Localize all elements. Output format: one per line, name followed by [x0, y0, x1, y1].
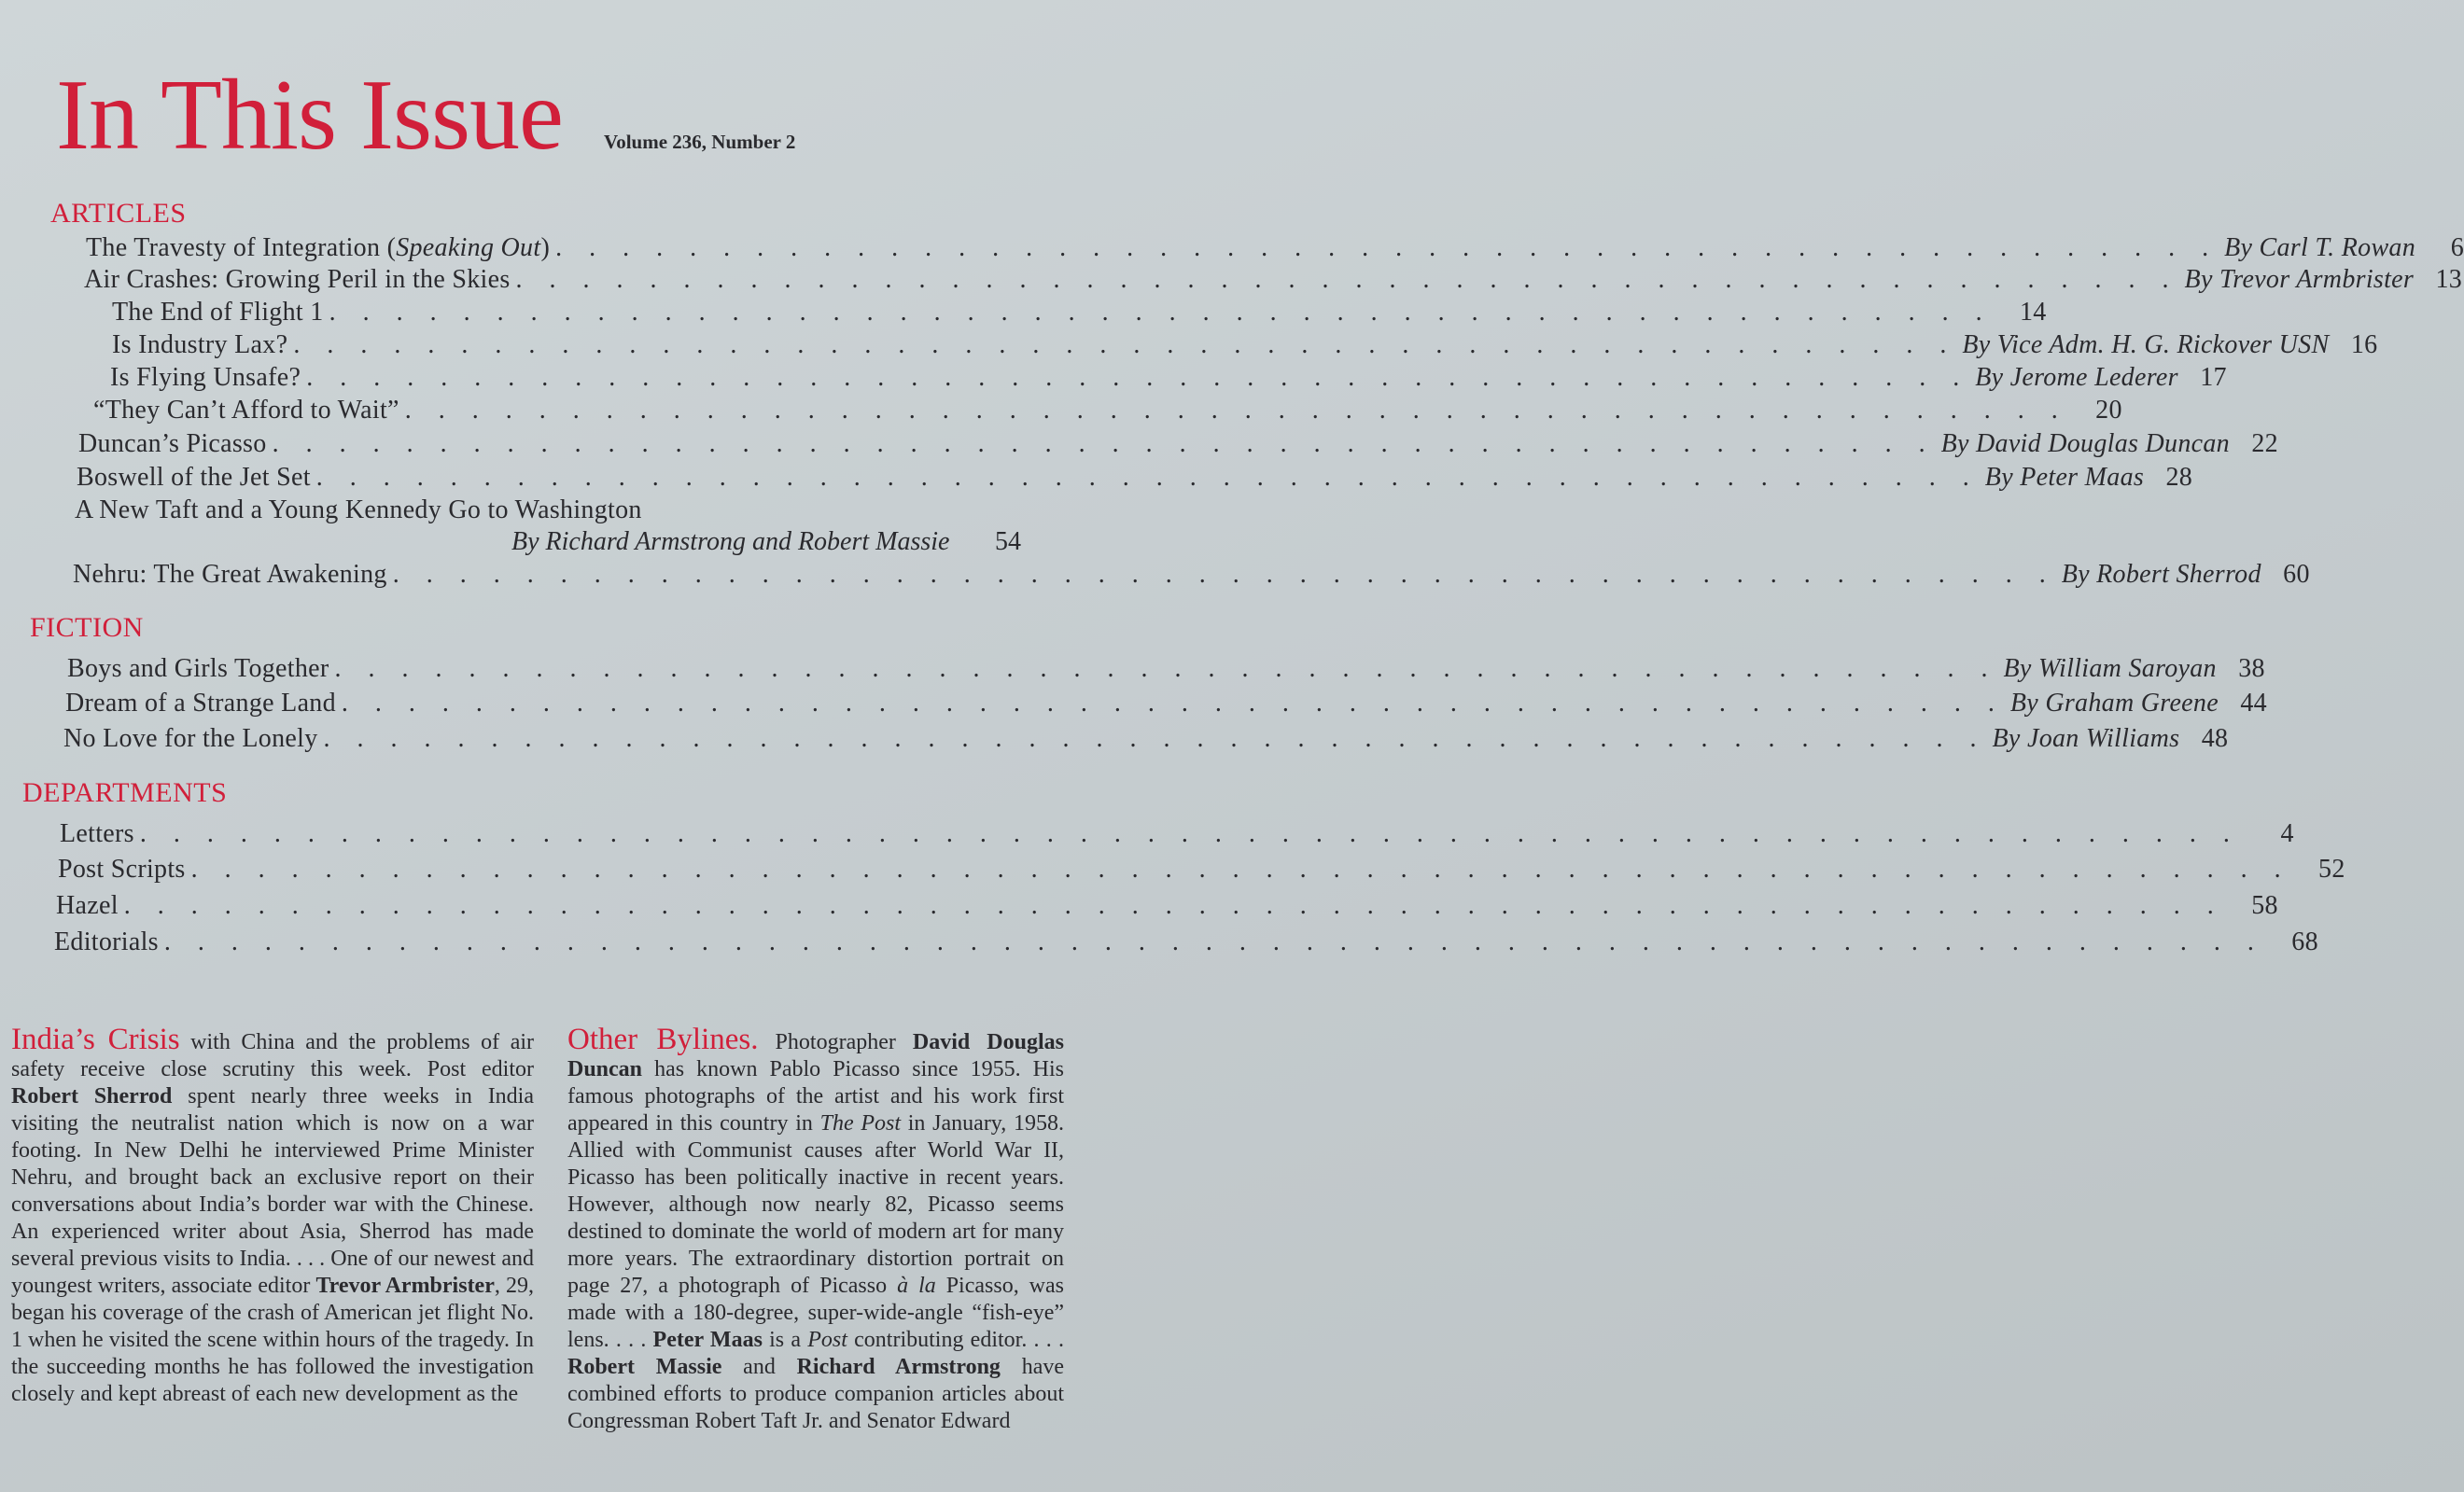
toc-entry[interactable]	[67, 654, 2265, 683]
toc-title: Boswell of the Jet Set	[77, 463, 311, 492]
column-lead: Other Bylines.	[567, 1023, 759, 1056]
toc-entry[interactable]	[73, 560, 2310, 589]
toc-page-number: 13	[2435, 265, 2463, 294]
leader-dots: . . . . . . . . . . . . . . . . . . . . . . . . . . . . . . . . . . . . . . . . . . . . . . . . . .	[334, 654, 1998, 683]
toc-entry[interactable]	[63, 724, 2229, 753]
toc-byline: By Graham Greene	[2009, 689, 2219, 718]
toc-title: The End of Flight 1	[112, 298, 324, 327]
toc-entry[interactable]	[65, 689, 2267, 718]
toc-title: Post Scripts	[58, 855, 186, 884]
toc-entry[interactable]	[58, 855, 2345, 884]
toc-byline: By David Douglas Duncan	[1940, 429, 2230, 458]
toc-title: No Love for the Lonely	[63, 724, 318, 753]
leader-dots: . . . . . . . . . . . . . . . . . . . . . . . . . . . . . . . . . . . . . . . . . . . . . . . . . .	[515, 265, 2179, 294]
toc-title: Dream of a Strange Land	[65, 689, 336, 718]
toc-entry[interactable]	[93, 396, 2122, 425]
toc-entry[interactable]	[56, 891, 2278, 920]
right-column: Other Bylines. Photographer David Douglas Duncan has known Pablo Picasso since 1955. His famous photographs of the artist and his work first appeared in this country in The Post in January, 1958. Allied with Communist causes after World War II, Picasso has been politically inactive in recent years. However, although now nearly 82, Picasso seems destined to dominate the world of modern art for many more years. The extraordinary distortion portrait on page 27, a photograph of Picasso à la Picasso, was made with a 180-degree, super-wide-angle “fish-eye” lens. . . . Peter Maas is a Post contributing editor. . . . Robert Massie and Richard Armstrong have combined efforts to produce companion articles about Congressman Robert Taft Jr. and Senator Edward	[567, 1023, 1064, 1433]
toc-entry[interactable]	[78, 429, 2278, 458]
toc-byline: By Richard Armstrong and Robert Massie	[511, 527, 950, 556]
leader-dots: . . . . . . . . . . . . . . . . . . . . . . . . . . . . . . . . . . . . . . . . . . . . . . . . . .	[555, 233, 2219, 262]
leader-dots: . . . . . . . . . . . . . . . . . . . . . . . . . . . . . . . . . . . . . . . . . . . . . . . . . . . . . . . . . . . . . . .	[190, 855, 2291, 884]
toc-page-number: 52	[2318, 855, 2345, 884]
leader-dots: . . . . . . . . . . . . . . . . . . . . . . . . . . . . . . . . . . . . . . . . . . . . . . . . . .	[306, 363, 1970, 392]
leader-dots: . . . . . . . . . . . . . . . . . . . . . . . . . . . . . . . . . . . . . . . . . . . . . . . . . . . . . . . . . . . . . . .	[139, 819, 2240, 848]
leader-dots: . . . . . . . . . . . . . . . . . . . . . . . . . . . . . . . . . . . . . . . . . . . . . . . . . .	[392, 560, 2056, 589]
toc-title: A New Taft and a Young Kennedy Go to Washington	[75, 495, 642, 524]
page-title: In This Issue	[56, 60, 563, 171]
toc-page-number: 14	[2019, 298, 2047, 327]
leader-dots: . . . . . . . . . . . . . . . . . . . . . . . . . . . . . . . . . . . . . . . . . . . . . . . . . . . . . . . . . . . . . . .	[123, 891, 2224, 920]
section-heading-fiction: FICTION	[30, 612, 144, 643]
toc-title: Nehru: The Great Awakening	[73, 560, 387, 589]
toc-page-number: 44	[2240, 689, 2267, 718]
toc-title: Boys and Girls Together	[67, 654, 329, 683]
toc-page-number: 28	[2165, 463, 2193, 492]
toc-byline: By Carl T. Rowan	[2224, 233, 2416, 262]
toc-title: Is Industry Lax?	[112, 330, 288, 359]
toc-entry[interactable]	[110, 363, 2227, 392]
toc-byline: By Joan Williams	[1992, 724, 2180, 753]
left-column: India’s Crisis with China and the problems of air safety receive close scrutiny this week. Post editor Robert Sherrod spent nearly three weeks in India visiting the neutralist nation which is now on a war footing. In New Delhi he interviewed Prime Minister Nehru, and brought back an exclusive report on their conversations about India’s border war with the Chinese. An experienced writer about Asia, Sherrod has made several previous visits to India. . . . One of our newest and youngest writers, associate editor Trevor Armbrister, 29, began his coverage of the crash of American jet flight No. 1 when he visited the scene within hours of the tragedy. In the succeeding months he has followed the investigation closely and kept abreast of each new development as the	[11, 1023, 535, 1406]
toc-page-number: 48	[2201, 724, 2229, 753]
leader-dots: . . . . . . . . . . . . . . . . . . . . . . . . . . . . . . . . . . . . . . . . . . . . . . . . . .	[323, 724, 1987, 753]
toc-byline: By Vice Adm. H. G. Rickover USN	[1962, 330, 2330, 359]
toc-title: Letters	[60, 819, 134, 848]
toc-title: Hazel	[56, 891, 119, 920]
column-lead: India’s Crisis	[11, 1023, 180, 1056]
toc-byline: By Jerome Lederer	[1975, 363, 2178, 392]
toc-title: “They Can’t Afford to Wait”	[93, 396, 399, 425]
toc-entry[interactable]	[54, 927, 2318, 956]
toc-title: Duncan’s Picasso	[78, 429, 267, 458]
toc-entry[interactable]	[75, 497, 840, 523]
section-heading-departments: DEPARTMENTS	[22, 777, 228, 808]
toc-page-number: 58	[2251, 891, 2278, 920]
toc-page-number: 60	[2283, 560, 2310, 589]
toc-title: Is Flying Unsafe?	[110, 363, 301, 392]
toc-title: The Travesty of Integration (Speaking Out)	[86, 233, 551, 262]
leader-dots: . . . . . . . . . . . . . . . . . . . . . . . . . . . . . . . . . . . . . . . . . . . . . . . . . .	[315, 463, 1980, 492]
leader-dots: . . . . . . . . . . . . . . . . . . . . . . . . . . . . . . . . . . . . . . . . . . . . . . . . . .	[341, 689, 2005, 718]
toc-page-number: 22	[2251, 429, 2278, 458]
toc-entry[interactable]	[112, 298, 2047, 327]
leader-dots: . . . . . . . . . . . . . . . . . . . . . . . . . . . . . . . . . . . . . . . . . . . . . . . . . .	[272, 429, 1936, 458]
leader-dots: . . . . . . . . . . . . . . . . . . . . . . . . . . . . . . . . . . . . . . . . . . . . . . . . . .	[329, 298, 1993, 327]
section-heading-articles: ARTICLES	[50, 198, 187, 229]
toc-byline: By Peter Maas	[1984, 463, 2145, 492]
toc-entry[interactable]	[112, 330, 2378, 359]
toc-entry[interactable]	[84, 265, 2463, 294]
toc-page-number: 68	[2291, 927, 2318, 956]
toc-entry[interactable]	[86, 233, 2464, 262]
leader-dots: . . . . . . . . . . . . . . . . . . . . . . . . . . . . . . . . . . . . . . . . . . . . . . . . . . . . . . . . . . . . . . .	[163, 927, 2264, 956]
leader-dots: . . . . . . . . . . . . . . . . . . . . . . . . . . . . . . . . . . . . . . . . . . . . . . . . . .	[293, 330, 1957, 359]
toc-page-number: 6	[2450, 233, 2464, 262]
volume-number: Volume 236, Number 2	[603, 131, 796, 153]
toc-page-number: 16	[2350, 330, 2378, 359]
toc-page-number: 17	[2200, 363, 2227, 392]
toc-page-number: 20	[2095, 396, 2122, 425]
toc-entry[interactable]	[60, 819, 2294, 848]
toc-title: Editorials	[54, 927, 159, 956]
toc-byline: By William Saroyan	[2003, 654, 2217, 683]
toc-page-number: 54	[995, 527, 1021, 556]
toc-byline: By Robert Sherrod	[2061, 560, 2261, 589]
toc-entry[interactable]	[77, 463, 2193, 492]
masthead	[56, 60, 796, 171]
toc-byline: By Trevor Armbrister	[2184, 265, 2415, 294]
toc-page-number: 38	[2238, 654, 2265, 683]
toc-page-number: 4	[2280, 819, 2294, 848]
leader-dots: . . . . . . . . . . . . . . . . . . . . . . . . . . . . . . . . . . . . . . . . . . . . . . . . . .	[404, 396, 2068, 425]
toc-title: Air Crashes: Growing Peril in the Skies	[84, 265, 511, 294]
